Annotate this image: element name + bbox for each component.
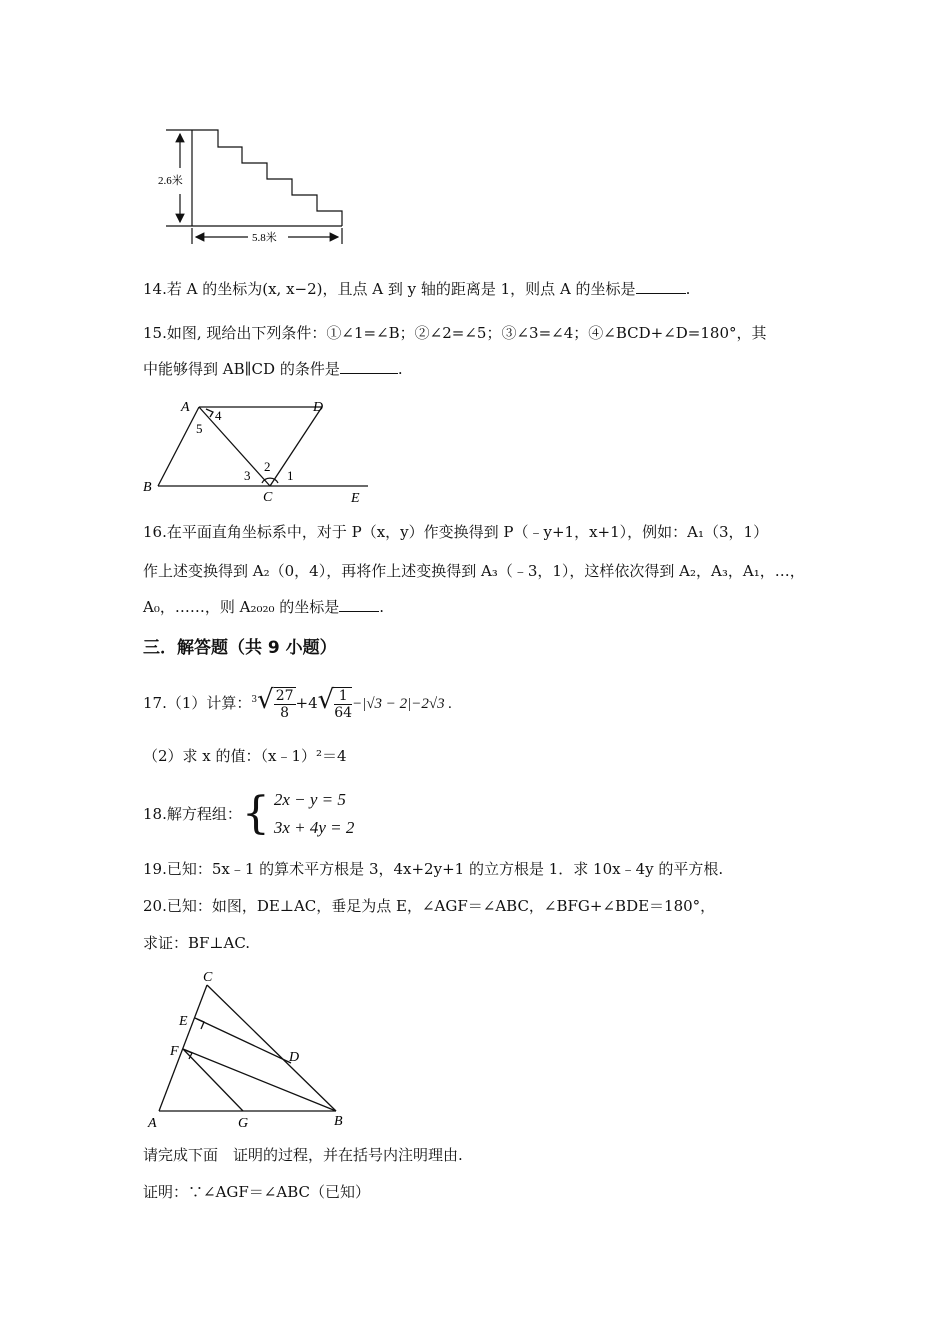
fraction-27-8: $\frac{27}{8}$ [275,688,294,721]
label-D: D [289,1050,300,1065]
question-20-line1: 20.已知：如图，DE⊥AC，垂足为点 E，∠AGF＝∠ABC，∠BFG+∠BDE＝180°， [143,897,716,915]
label-E: E [351,491,360,506]
question-18: 18.解方程组：{ 2x − y = 5 3x + 4y = 2 [143,786,354,842]
label-A: A [148,1116,157,1131]
proof-step-1: 证明：∵∠AGF＝∠ABC（已知） [143,1183,370,1201]
q16-answer-blank[interactable] [339,597,379,612]
question-14: 14.若 A 的坐标为(x, x−2)，且点 A 到 y 轴的距离是 1，则点 A 的坐标是 . [143,280,691,298]
angle-4: 4 [215,408,222,423]
question-16-line3: A₀，……，则 A₂₀₂₀ 的坐标是 . [143,598,385,616]
question-20-line2: 求证：BF⊥AC. [143,934,251,952]
triangle-figure [143,968,358,1133]
label-C: C [203,970,213,985]
question-17-part1: 17.（1）计算：$^3$√ $\frac{27}{8}$ +4√ $\frac{1}{64}$ −|√3 − 2|−2√3 . [143,685,453,721]
angle-1: 1 [287,468,294,483]
parallelogram-figure [140,395,375,507]
equation-system: 2x − y = 5 3x + 4y = 2 [273,790,355,837]
label-D: D [313,400,324,415]
staircase-figure [150,120,360,250]
question-15-line1: 15.如图, 现给出下列条件：①∠1=∠B；②∠2=∠5；③∠3=∠4；④∠BCD+∠D=180°，其 [143,324,767,342]
label-B: B [143,480,152,495]
angle-2: 2 [264,459,271,474]
label-F: F [170,1044,179,1059]
fraction-1-64: $\frac{1}{64}$ [334,688,353,721]
label-E: E [179,1014,188,1029]
question-15-line2: 中能够得到 AB∥CD 的条件是 . [143,360,403,378]
label-C: C [263,490,273,505]
width-label: 5.8米 [252,232,277,244]
q15-answer-blank[interactable] [340,359,398,374]
question-19: 19.已知：5x﹣1 的算术平方根是 3，4x+2y+1 的立方根是 1．求 10x﹣4y 的平方根. [143,860,724,878]
question-16-line2: 作上述变换得到 A₂（0，4），再将作上述变换得到 A₃（﹣3，1），这样依次得到 A₂，A₃，A₁，…， [143,562,805,580]
height-label: 2.6米 [158,175,183,187]
q14-text: 14.若 A 的坐标为(x, x−2)，且点 A 到 y 轴的距离是 1，则点 A 的坐标是 [143,280,636,298]
section-3-heading: 三．解答题（共 9 小题） [143,638,337,658]
proof-intro: 请完成下面 证明的过程，并在括号内注明理由. [143,1146,463,1164]
question-17-part2: （2）求 x 的值：（x﹣1）²＝4 [143,747,347,765]
angle-5: 5 [196,421,203,436]
q14-answer-blank[interactable] [636,279,686,294]
question-16-line1: 16.在平面直角坐标系中，对于 P（x，y）作变换得到 P（﹣y+1，x+1），例如：A₁（3，1） [143,523,769,541]
label-A: A [181,400,190,415]
angle-3: 3 [244,468,251,483]
label-B: B [334,1114,343,1129]
label-G: G [238,1116,249,1131]
